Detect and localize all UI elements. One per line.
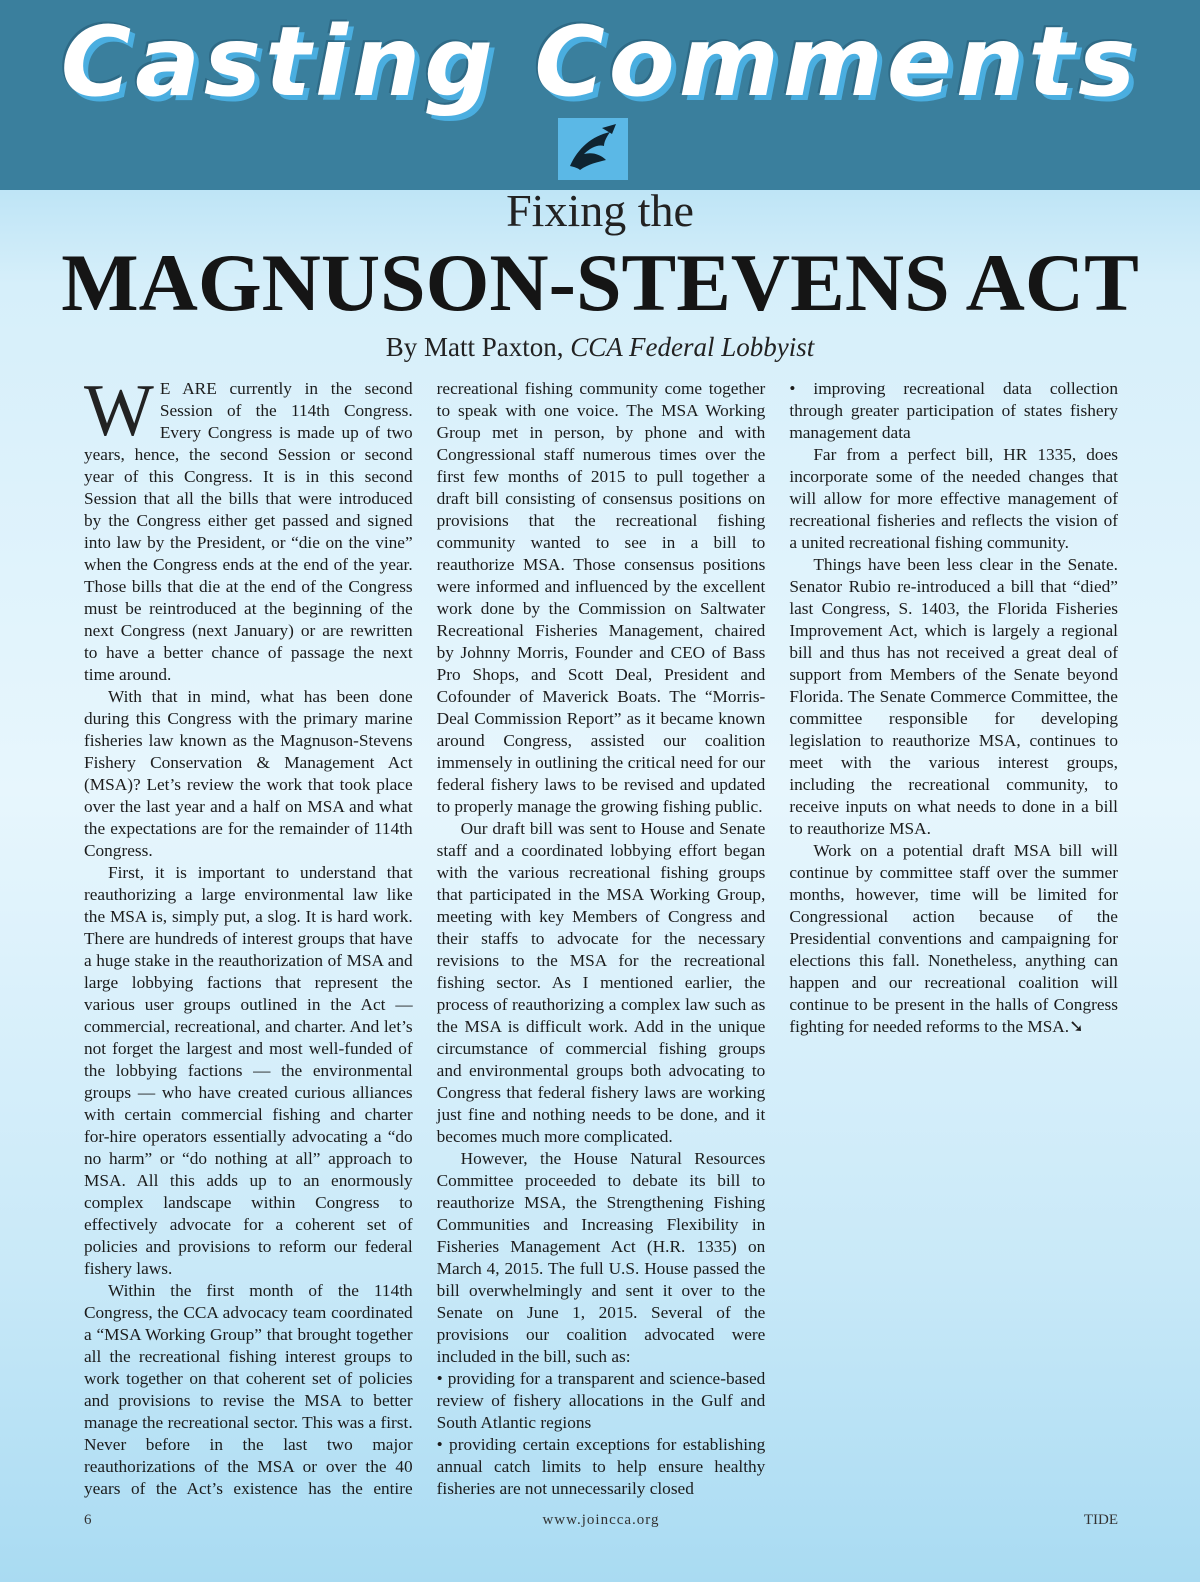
article-body	[84, 370, 1118, 1503]
paragraph: However, the House Natural Resources Committee proceeded to debate its bill to reauthorize MSA, the Strengthening Fishing Communities and Increasing Flexibility in Fisheries Management Act (H.R. 1335) on March 4, 2015. The full U.S. House passed the bill overwhelmingly and sent it over to the Senate on June 1, 2015. Several of the provisions our coalition advocated were included in the bill, such as:	[436, 1149, 766, 1366]
end-mark-icon: ➘	[1069, 1017, 1084, 1036]
paragraph: With that in mind, what has been done during this Congress with the primary marine fisheries law known as the Magnuson-Stevens Fishery Conservation & Management Act (MSA)? Let’s review the work that took place over the last year and a half on MSA and what the expectations are for the remainder of 114th Congress.	[84, 687, 413, 860]
byline	[0, 332, 1200, 363]
paragraph: Work on a potential draft MSA bill will continue by committee staff over the summer months, however, time will be limited for Congressional action because of the Presidential conventions and campaigning for elections this fall. Nonetheless, anything can happen and our recreational coalition will continue to be present in the halls of Congress fighting for needed reforms to the MSA.➘	[789, 841, 1118, 1036]
paragraph: W E ARE currently in the second Session of the 114th Congress. Every Congress is made up of two years, hence, the second Session or second year of this Congress. It is in this second Session that all the bills that were introduced by the Congress either get passed and signed into law by the President, or “die on the vine” when the Congress ends at the end of the year. Those bills that die at the end of the Congress must be reintroduced at the beginning of the next Congress (next January) or are rewritten to have a better chance of passage the next time around.	[84, 370, 413, 684]
section-title: Casting Comments	[60, 6, 1140, 118]
fish-icon	[558, 118, 628, 180]
header-banner	[0, 0, 1200, 190]
bullet-item: • improving recreational data collection through greater participation of states fishery management data	[789, 379, 1118, 442]
bullet-item: • providing for a transparent and science-based review of fishery allocations in the Gulf and South Atlantic regions	[436, 1369, 766, 1432]
paragraph: Within the first month of the 114th Congress, the CCA advocacy team coordinated a “MSA Working Group” that brought together all the recreational fishing interest groups to work together on that coherent set of policies and provisions to revise the MSA to better manage the recreational sector. This was a first. Never before in the last two major reauthorizations of the MSA or over the 40 years of the Act’s existence has the entire recreational fishing community come together to speak with one voice. The MSA Working Group met in person, by phone and with Congressional staff numerous times over the first few months of 2015 to pull together a draft bill consisting of consensus positions on provisions that the recreational fishing community wanted to see in a bill to reauthorize MSA. Those consensus positions were informed and influenced by the excellent work done by the Commission on Saltwater Recreational Fisheries Management, chaired by Johnny Morris, Founder and CEO of Bass Pro Shops, and Scott Deal, President and Cofounder of Maverick Boats. The “Morris-Deal Commission Report” as it became known around Congress, assisted our coalition immensely in outlining the critical need for our federal fishery laws to be revised and updated to properly manage the growing fishing public.	[84, 379, 766, 1498]
page-footer	[84, 1512, 1118, 1536]
page-number: 6	[84, 1512, 92, 1528]
publication-name: TIDE	[1083, 1512, 1118, 1528]
paragraph: Far from a perfect bill, HR 1335, does incorporate some of the needed changes that will allow for more effective management of recreational fisheries and reflects the vision of a united recreational fishing community.	[789, 445, 1118, 552]
paragraph: Our draft bill was sent to House and Senate staff and a coordinated lobbying effort began with the various recreational fishing groups that participated in the MSA Working Group, meeting with key Members of Congress and their staffs to advocate for the necessary revisions to the MSA for the recreational fishing sector. As I mentioned earlier, the process of reauthorizing a complex law such as the MSA is difficult work. Add in the unique circumstance of commercial fishing groups and environmental groups both advocating to Congress that federal fishery laws are working just fine and nothing needs to be done, and it becomes much more complicated.	[436, 819, 766, 1146]
article-kicker: Fixing the	[506, 185, 694, 236]
bullet-item: • providing certain exceptions for establishing annual catch limits to help ensure healthy fisheries are not unnecessarily closed	[436, 1435, 766, 1498]
paragraph: Things have been less clear in the Senate. Senator Rubio re-introduced a bill that “died” last Congress, S. 1403, the Florida Fisheries Improvement Act, which is largely a regional bill and thus has not received a great deal of support from Members of the Senate beyond Florida. The Senate Commerce Committee, the committee responsible for developing legislation to reauthorize MSA, continues to meet with the various interest groups, including the recreational community, to receive inputs on what needs to done in a bill to reauthorize MSA.	[789, 555, 1118, 838]
article-headline: MAGNUSON-STEVENS ACT	[61, 237, 1139, 328]
footer-url: www.joincca.org	[542, 1512, 660, 1528]
byline-author: By Matt Paxton,	[385, 332, 564, 362]
byline-role: CCA Federal Lobbyist	[570, 332, 815, 362]
drop-cap: W	[84, 370, 154, 452]
paragraph: First, it is important to understand that reauthorizing a large environmental law like the MSA is, simply put, a slog. It is hard work. There are hundreds of interest groups that have a huge stake in the reauthorization of MSA and large lobbying factions that represent the various user groups outlined in the Act — commercial, recreational, and charter. And let’s not forget the largest and most well-funded of the lobbying factions — the environmental groups — who have created curious alliances with certain commercial fishing and charter for-hire operators essentially advocating a “do no harm” or “do nothing at all” approach to MSA. All this adds up to an enormously complex landscape within Congress to effectively advocate for a coherent set of policies and provisions to reform our federal fishery laws.	[84, 863, 413, 1278]
